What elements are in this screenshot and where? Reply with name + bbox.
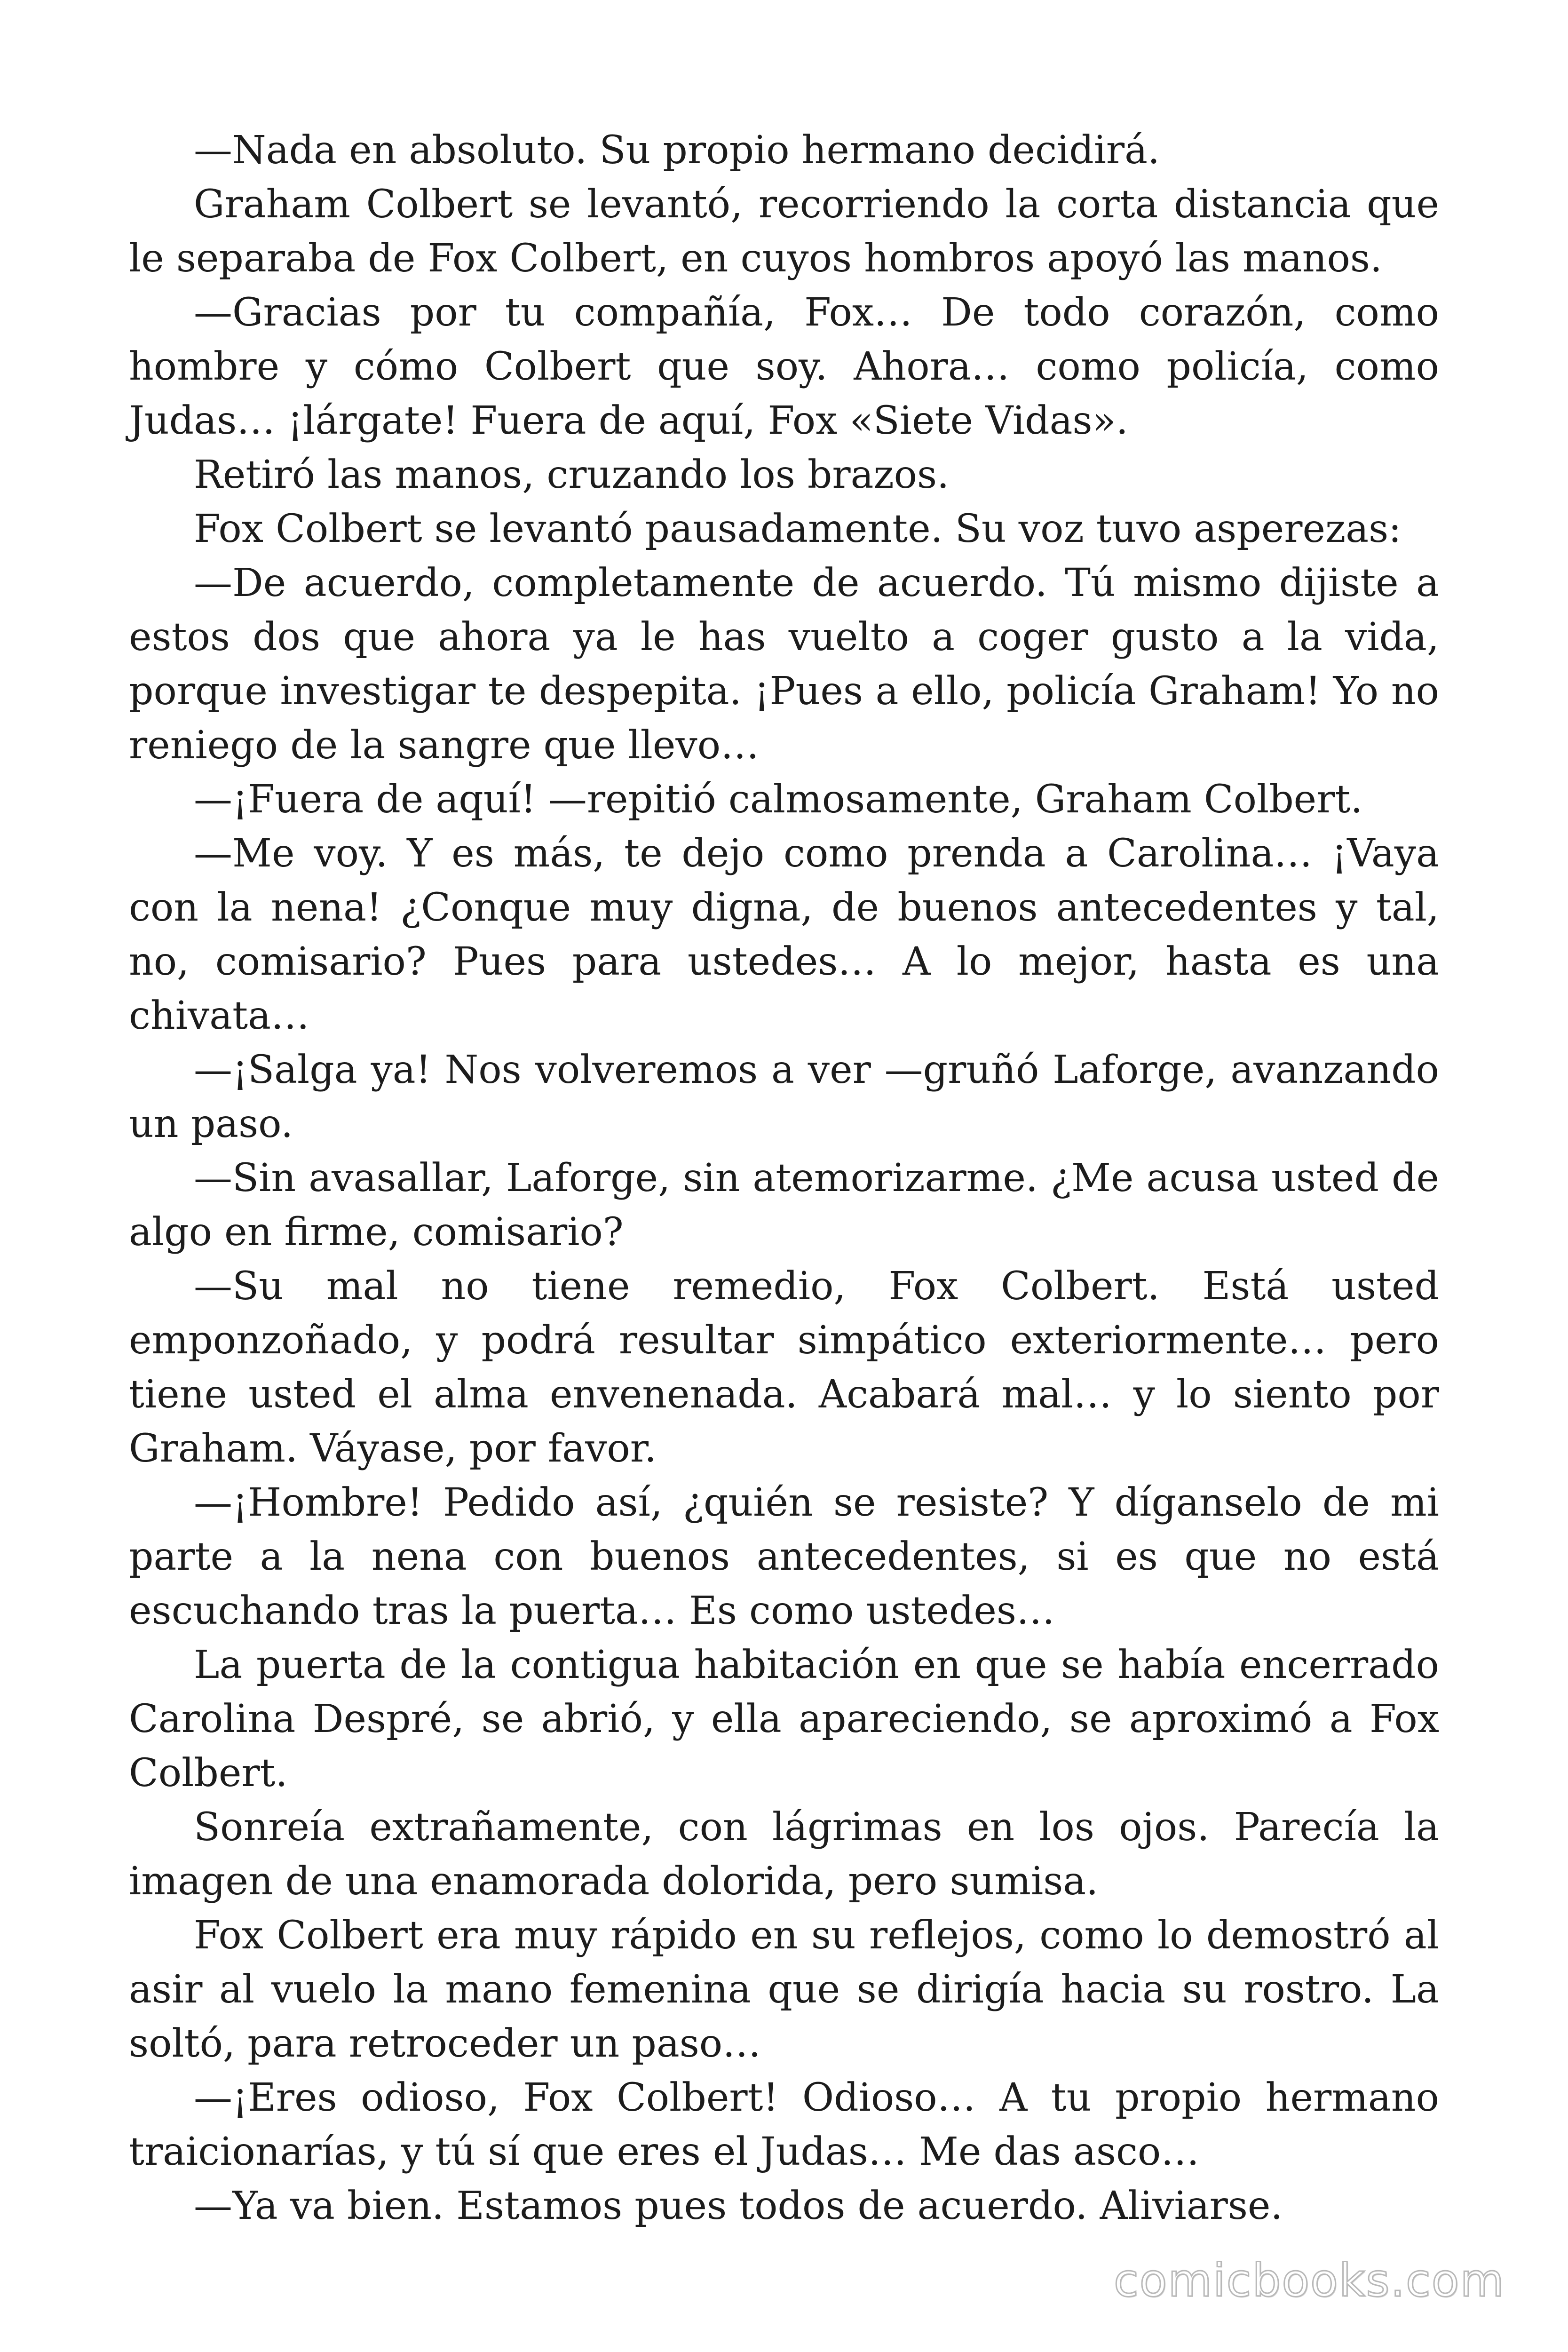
paragraph-4: Retiró las manos, cruzando los brazos. xyxy=(194,453,950,497)
paragraph-1: —Nada en absoluto. Su propio hermano decidirá. xyxy=(194,128,1160,173)
paragraph-12: —¡Hombre! Pedido así, ¿quién se resiste? Y díganselo de mi parte a la nena con buenos antecedentes, si es que no está escuchando tras la puerta… Es como ustedes… xyxy=(129,1480,1439,1633)
book-page-text xyxy=(129,123,1439,2233)
paragraph-2: Graham Colbert se levantó, recorriendo la corta distancia que le separaba de Fox Colbert, en cuyos hombros apoyó las manos. xyxy=(129,182,1439,281)
paragraph-7: —¡Fuera de aquí! —repitió calmosamente, Graham Colbert. xyxy=(194,777,1363,822)
paragraph-14: Sonreía extrañamente, con lágrimas en los ojos. Parecía la imagen de una enamorada dolorida, pero sumisa. xyxy=(129,1805,1439,1904)
watermark: comicbooks.com xyxy=(1113,2254,1505,2307)
paragraph-16: —¡Eres odioso, Fox Colbert! Odioso… A tu propio hermano traicionarías, y tú sí que eres el Judas… Me das asco… xyxy=(129,2075,1439,2174)
paragraph-10: —Sin avasallar, Laforge, sin atemorizarme. ¿Me acusa usted de algo en firme, comisario? xyxy=(129,1156,1439,1255)
paragraph-15: Fox Colbert era muy rápido en su reflejos, como lo demostró al asir al vuelo la mano femenina que se dirigía hacia su rostro. La soltó, para retroceder un paso… xyxy=(129,1913,1439,2066)
paragraph-3: —Gracias por tu compañía, Fox… De todo corazón, como hombre y cómo Colbert que soy. Ahora… como policía, como Judas… ¡lárgate! Fuera de aquí, Fox «Siete Vidas». xyxy=(129,290,1439,443)
paragraph-8: —Me voy. Y es más, te dejo como prenda a Carolina… ¡Vaya con la nena! ¿Conque muy digna, de buenos antecedentes y tal, no, comisario? Pues para ustedes… A lo mejor, hasta es una chivata… xyxy=(129,831,1439,1038)
paragraph-17: —Ya va bien. Estamos pues todos de acuerdo. Aliviarse. xyxy=(194,2184,1283,2228)
paragraph-6: —De acuerdo, completamente de acuerdo. Tú mismo dijiste a estos dos que ahora ya le has vuelto a coger gusto a la vida, porque investigar te despepita. ¡Pues a ello, policía Graham! Yo no reniego de la sangre que llevo… xyxy=(129,561,1439,768)
paragraph-13: La puerta de la contigua habitación en que se había encerrado Carolina Despré, se abrió, y ella apareciendo, se aproximó a Fox Colbert. xyxy=(129,1643,1439,1796)
paragraph-11: —Su mal no tiene remedio, Fox Colbert. Está usted emponzoñado, y podrá resultar simpático exteriormente… pero tiene usted el alma envenenada. Acabará mal… y lo siento por Graham. Váyase, por favor. xyxy=(129,1264,1439,1471)
paragraph-9: —¡Salga ya! Nos volveremos a ver —gruñó Laforge, avanzando un paso. xyxy=(129,1048,1439,1146)
paragraph-5: Fox Colbert se levantó pausadamente. Su voz tuvo asperezas: xyxy=(194,507,1402,551)
